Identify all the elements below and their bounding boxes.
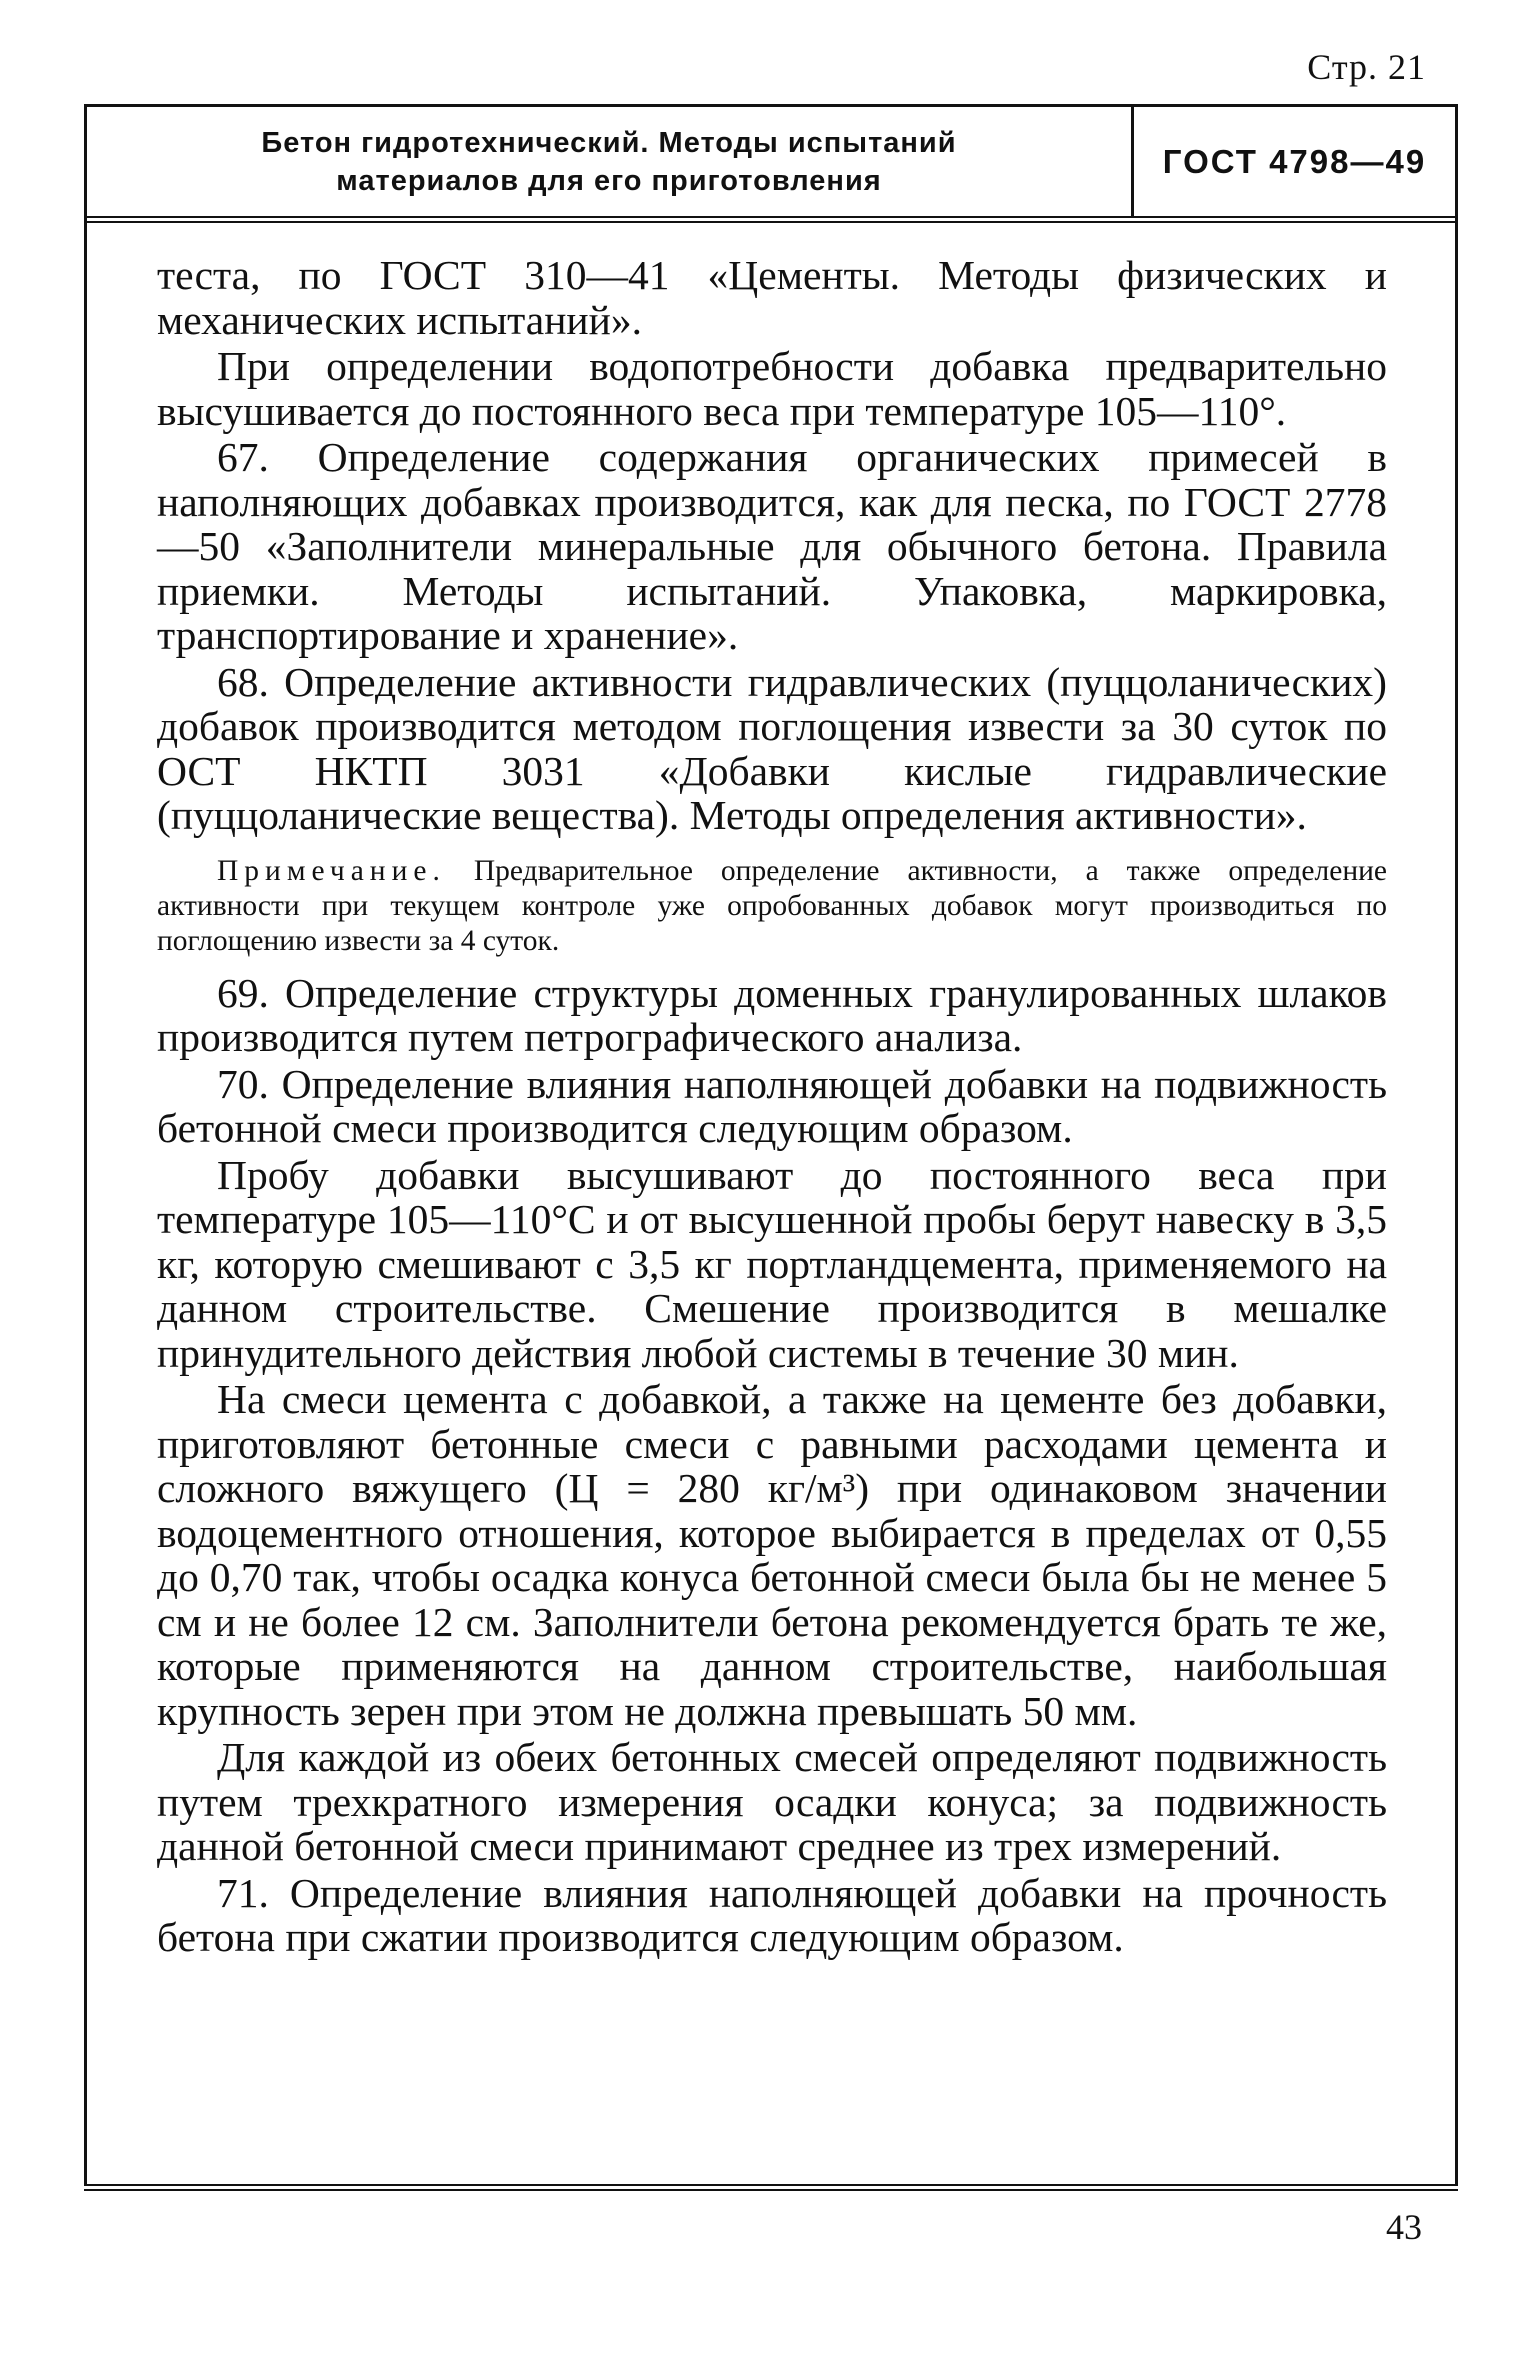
paragraph-70: 70. Определение влияния наполняющей добавки на подвижность бетонной смеси производится следующим образом. xyxy=(157,1060,1387,1151)
note xyxy=(157,854,1387,959)
paragraph-69: 69. Определение структуры доменных гранулированных шлаков производится путем петрографического анализа. xyxy=(157,969,1387,1060)
document-header xyxy=(87,107,1455,223)
document-frame xyxy=(84,104,1458,2184)
paragraph: Для каждой из обеих бетонных смесей определяют подвижность путем трехкратного измерения осадки конуса; за подвижность данной бетонной смеси принимают среднее из трех измерений. xyxy=(157,1734,1387,1869)
page-reference: Стр. 21 xyxy=(1307,47,1426,87)
paragraph: теста, по ГОСТ 310—41 «Цементы. Методы физических и механических испытаний». xyxy=(157,252,1387,343)
paragraph-68: 68. Определение активности гидравлических (пуццоланических) добавок производится методом поглощения извести за 30 суток по ОСТ НКТП 3031 «Добавки кислые гидравлические (пуццоланические вещества). Методы определения активности». xyxy=(157,658,1387,838)
note-label: Примечание. xyxy=(217,854,446,887)
page-number: 43 xyxy=(1386,2207,1422,2247)
paragraph: Пробу добавки высушивают до постоянного веса при температуре 105—110°С и от высушенной пробы берут навеску в 3,5 кг, которую смешивают с 3,5 кг портландцемента, применяемого на данном строительстве. Смешение производится в мешалке принудительного действия любой системы в течение 30 мин. xyxy=(157,1151,1387,1376)
title-line-2: материалов для его приготовления xyxy=(336,164,882,197)
paragraph-71: 71. Определение влияния наполняющей добавки на прочность бетона при сжатии производится следующим образом. xyxy=(157,1869,1387,1960)
document-title xyxy=(87,107,1134,216)
paragraph: На смеси цемента с добавкой, а также на цементе без добавки, приготовляют бетонные смеси с равными расходами цемента и сложного вяжущего (Ц = 280 кг/м³) при одинаковом значении водоцементного отношения, которое выбирается в пределах от 0,55 до 0,70 так, чтобы осадка конуса бетонной смеси была бы не менее 5 см и не более 12 см. Заполнители бетона рекомендуется брать те же, которые применяются на данном строительстве, наибольшая крупность зерен при этом не должна превышать 50 мм. xyxy=(157,1376,1387,1734)
standard-number: ГОСТ 4798—49 xyxy=(1162,142,1427,180)
bottom-rule xyxy=(84,2184,1458,2191)
note-text: Предварительное определение активности, а также определение активности при текущем контроле уже опробованных добавок могут производиться по поглощению извести за 4 суток. xyxy=(157,854,1387,957)
paragraph-67: 67. Определение содержания органических примесей в наполняющих добавках производится, как для песка, по ГОСТ 2778—50 «Заполнители минеральные для обычного бетона. Правила приемки. Методы испытаний. Упаковка, маркировка, транспортирование и хранение». xyxy=(157,434,1387,658)
document-body xyxy=(157,253,1387,1962)
title-line-1: Бетон гидротехнический. Методы испытаний xyxy=(261,126,957,159)
paragraph: При определении водопотребности добавка предварительно высушивается до постоянного веса при температуре 105—110°. xyxy=(157,343,1387,434)
